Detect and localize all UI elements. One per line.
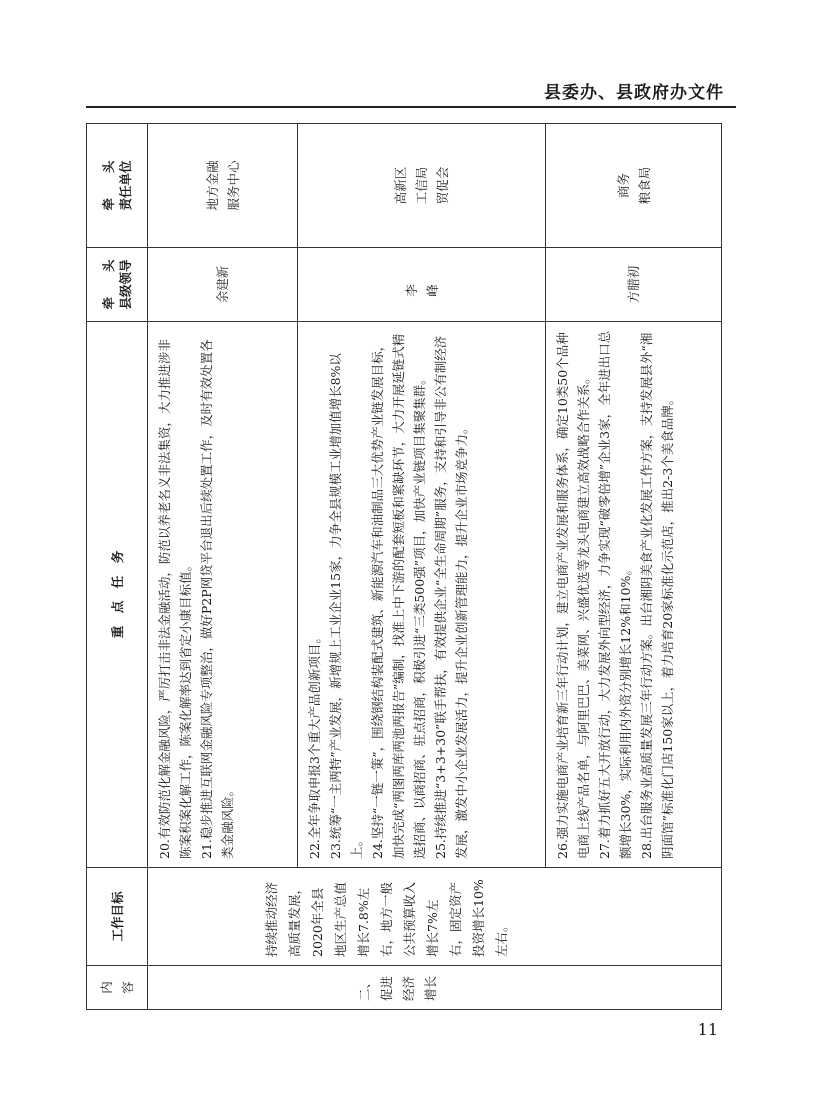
unit-line: 地方金融 [204, 160, 220, 211]
tasks-cell [148, 322, 298, 868]
header-goal: 工作目标 [87, 868, 148, 966]
task-item: 20.有效防范化解金融风险，严厉打击非法金融活动，防范以养老名义非法集资，大力推进涉非陈案积案化解工作，陈案化解率达到省定小康目标值。 [157, 339, 193, 859]
header-tasks: 重 点 任 务 [87, 322, 148, 868]
header-content: 内 容 [87, 966, 148, 1010]
unit-cell [546, 124, 722, 248]
task-item: 27.着力抓好五大开放行动，大力发展外向型经济，力争实现“破零倍增”企业3家，全年进出口总额增长30%，实际利用内外资分别增长12%和10%。 [597, 330, 633, 859]
unit-line: 商务 [615, 173, 631, 199]
page-number: 11 [697, 1020, 718, 1039]
task-item: 25.持续推进“3+3+30”联手帮扶，有效提供企业“全生命周期”服务，支持和引导非公有制经济发展，激发中小企业发展活力，提升企业创新管理能力，提升企业市场竞争力。 [433, 335, 469, 859]
unit-line: 粮食局 [636, 166, 652, 205]
task-item: 21.稳步推进互联网金融风险专项整治，做好P2P网贷平台退出后续处置工作，及时有效处置各类金融风险。 [199, 339, 235, 859]
unit-line: 工信局 [414, 166, 429, 205]
table-header-row [87, 124, 148, 1010]
rotated-table-frame [86, 124, 722, 1010]
leader-cell: 李 峰 [298, 248, 546, 322]
unit-cell [148, 124, 298, 248]
leader-cell: 方腊初 [546, 248, 722, 322]
content-cell [148, 966, 722, 1010]
header-leader [87, 248, 148, 322]
header-unit-line: 责任单位 [118, 160, 133, 211]
content-label-line: 二、促进 [357, 975, 394, 1001]
header-leader-line: 牵 头 [101, 259, 116, 310]
task-item: 28.出台服务业高质量发展三年行动方案。出台湘阴美食产业化发展工作方案，支持发展县外“湘阴面馆”标准化门店150家以上，着力培育20家标准化示范店，推出2-3个美食品牌。 [639, 332, 675, 859]
tasks-cell [298, 322, 546, 868]
unit-line: 服务中心 [225, 160, 241, 211]
header-unit-line: 牵 头 [101, 160, 116, 211]
goal-cell: 持续推动经济高质量发展，2020年全县地区生产总值增长7.8%左右，地方一般公共预算收入增长7%左右，固定资产投资增长10%左右。 [148, 868, 722, 966]
unit-cell [298, 124, 546, 248]
content-label-line: 经济增长 [401, 975, 438, 1001]
task-item: 26.强力实施电商产业培育新三年行动计划，建立电商产业发展和服务体系，确定10类50个品种电商上线产品名单，与阿里巴巴、美菜网、兴盛优选等龙头电商建立高效战略合作关系。 [555, 332, 591, 859]
task-item: 22.全年争取申报3个重大产品创新项目。 [307, 631, 322, 859]
task-item: 23.统筹“一主两特”产业发展，新增规上工业企业15家，力争全县规模工业增加值增长8%以上。 [328, 353, 364, 859]
header-title: 县委办、县政府办文件 [544, 83, 724, 103]
header-leader-line: 县级领导 [118, 259, 133, 310]
header-rule [86, 106, 736, 108]
task-table [86, 123, 722, 1010]
header-unit [87, 124, 148, 248]
task-item: 24.坚持“一链一策”，围绕钢结构装配式建筑、新能源汽车和油制品三大优势产业链发展目标，加快完成“两图两库两池两报告”编制，找准上中下游的配套短板和紧缺环节，大力开展延链式精选招商、以商招商、驻点招商，积极引进“三类500强”项目，加快产业链项目集聚集群。 [370, 333, 427, 859]
tasks-cell [546, 322, 722, 868]
task-table-wrapper [86, 124, 722, 1010]
leader-cell: 余建新 [148, 248, 298, 322]
unit-line: 高新区 [393, 166, 408, 205]
table-row [148, 124, 298, 1010]
unit-line: 贸促会 [435, 166, 450, 205]
